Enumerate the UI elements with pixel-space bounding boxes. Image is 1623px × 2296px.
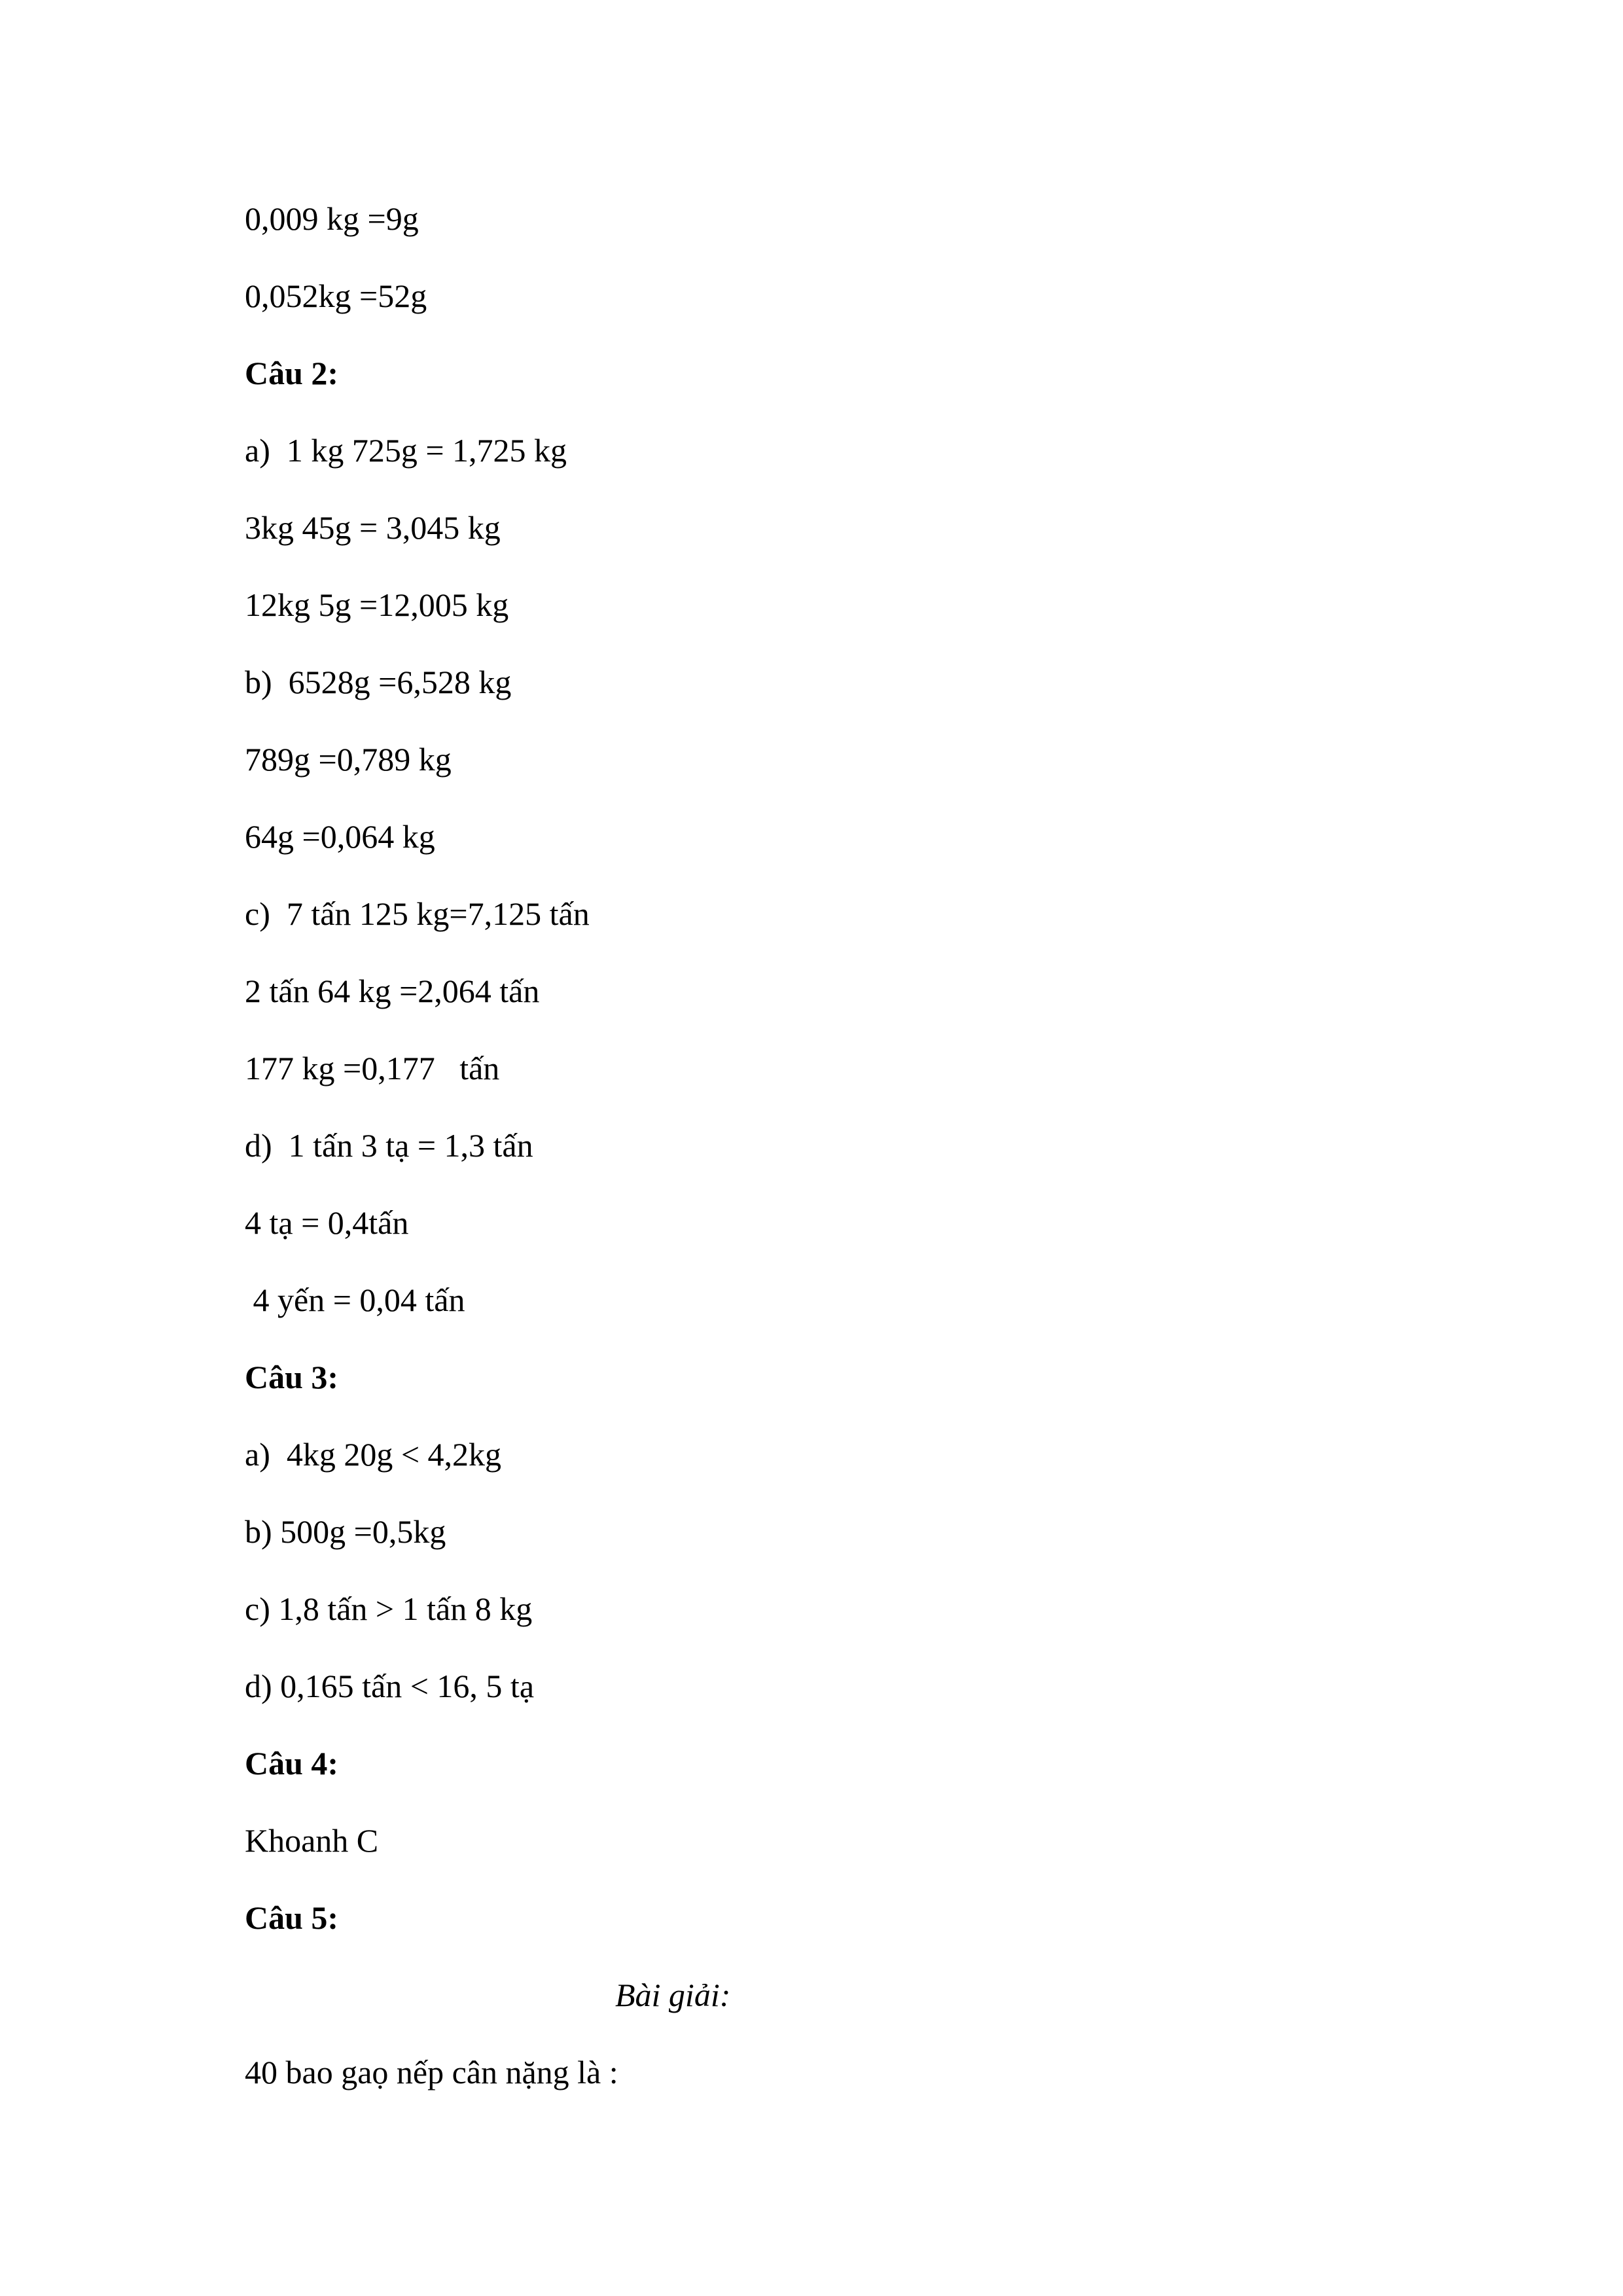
text-line: c) 7 tấn 125 kg=7,125 tấn xyxy=(245,895,590,932)
text-line: 789g =0,789 kg xyxy=(245,741,452,778)
text-line: 177 kg =0,177 tấn xyxy=(245,1050,500,1086)
text-line: d) 1 tấn 3 tạ = 1,3 tấn xyxy=(245,1127,533,1164)
text-line: 4 tạ = 0,4tấn xyxy=(245,1204,409,1241)
text-line: 40 bao gaọ nếp cân nặng là : xyxy=(245,2054,618,2090)
text-line: 12kg 5g =12,005 kg xyxy=(245,586,509,623)
text-line: 64g =0,064 kg xyxy=(245,818,435,855)
heading-cau-5: Câu 5: xyxy=(245,1899,339,1936)
text-line: c) 1,8 tấn > 1 tấn 8 kg xyxy=(245,1590,533,1627)
heading-cau-3: Câu 3: xyxy=(245,1359,339,1395)
solution-heading: Bài giải: xyxy=(615,1977,731,2013)
heading-cau-2: Câu 2: xyxy=(245,355,339,391)
heading-cau-4: Câu 4: xyxy=(245,1745,339,1782)
text-line: 0,052kg =52g xyxy=(245,278,427,314)
text-line: 4 yến = 0,04 tấn xyxy=(245,1282,465,1318)
text-line: b) 500g =0,5kg xyxy=(245,1513,446,1550)
text-line: a) 1 kg 725g = 1,725 kg xyxy=(245,432,567,469)
text-line: Khoanh C xyxy=(245,1822,379,1859)
text-line: d) 0,165 tấn < 16, 5 tạ xyxy=(245,1668,535,1704)
text-line: 3kg 45g = 3,045 kg xyxy=(245,509,501,546)
text-line: a) 4kg 20g < 4,2kg xyxy=(245,1436,502,1473)
text-line: b) 6528g =6,528 kg xyxy=(245,664,512,700)
text-line: 0,009 kg =9g xyxy=(245,200,419,237)
text-line: 2 tấn 64 kg =2,064 tấn xyxy=(245,973,540,1009)
